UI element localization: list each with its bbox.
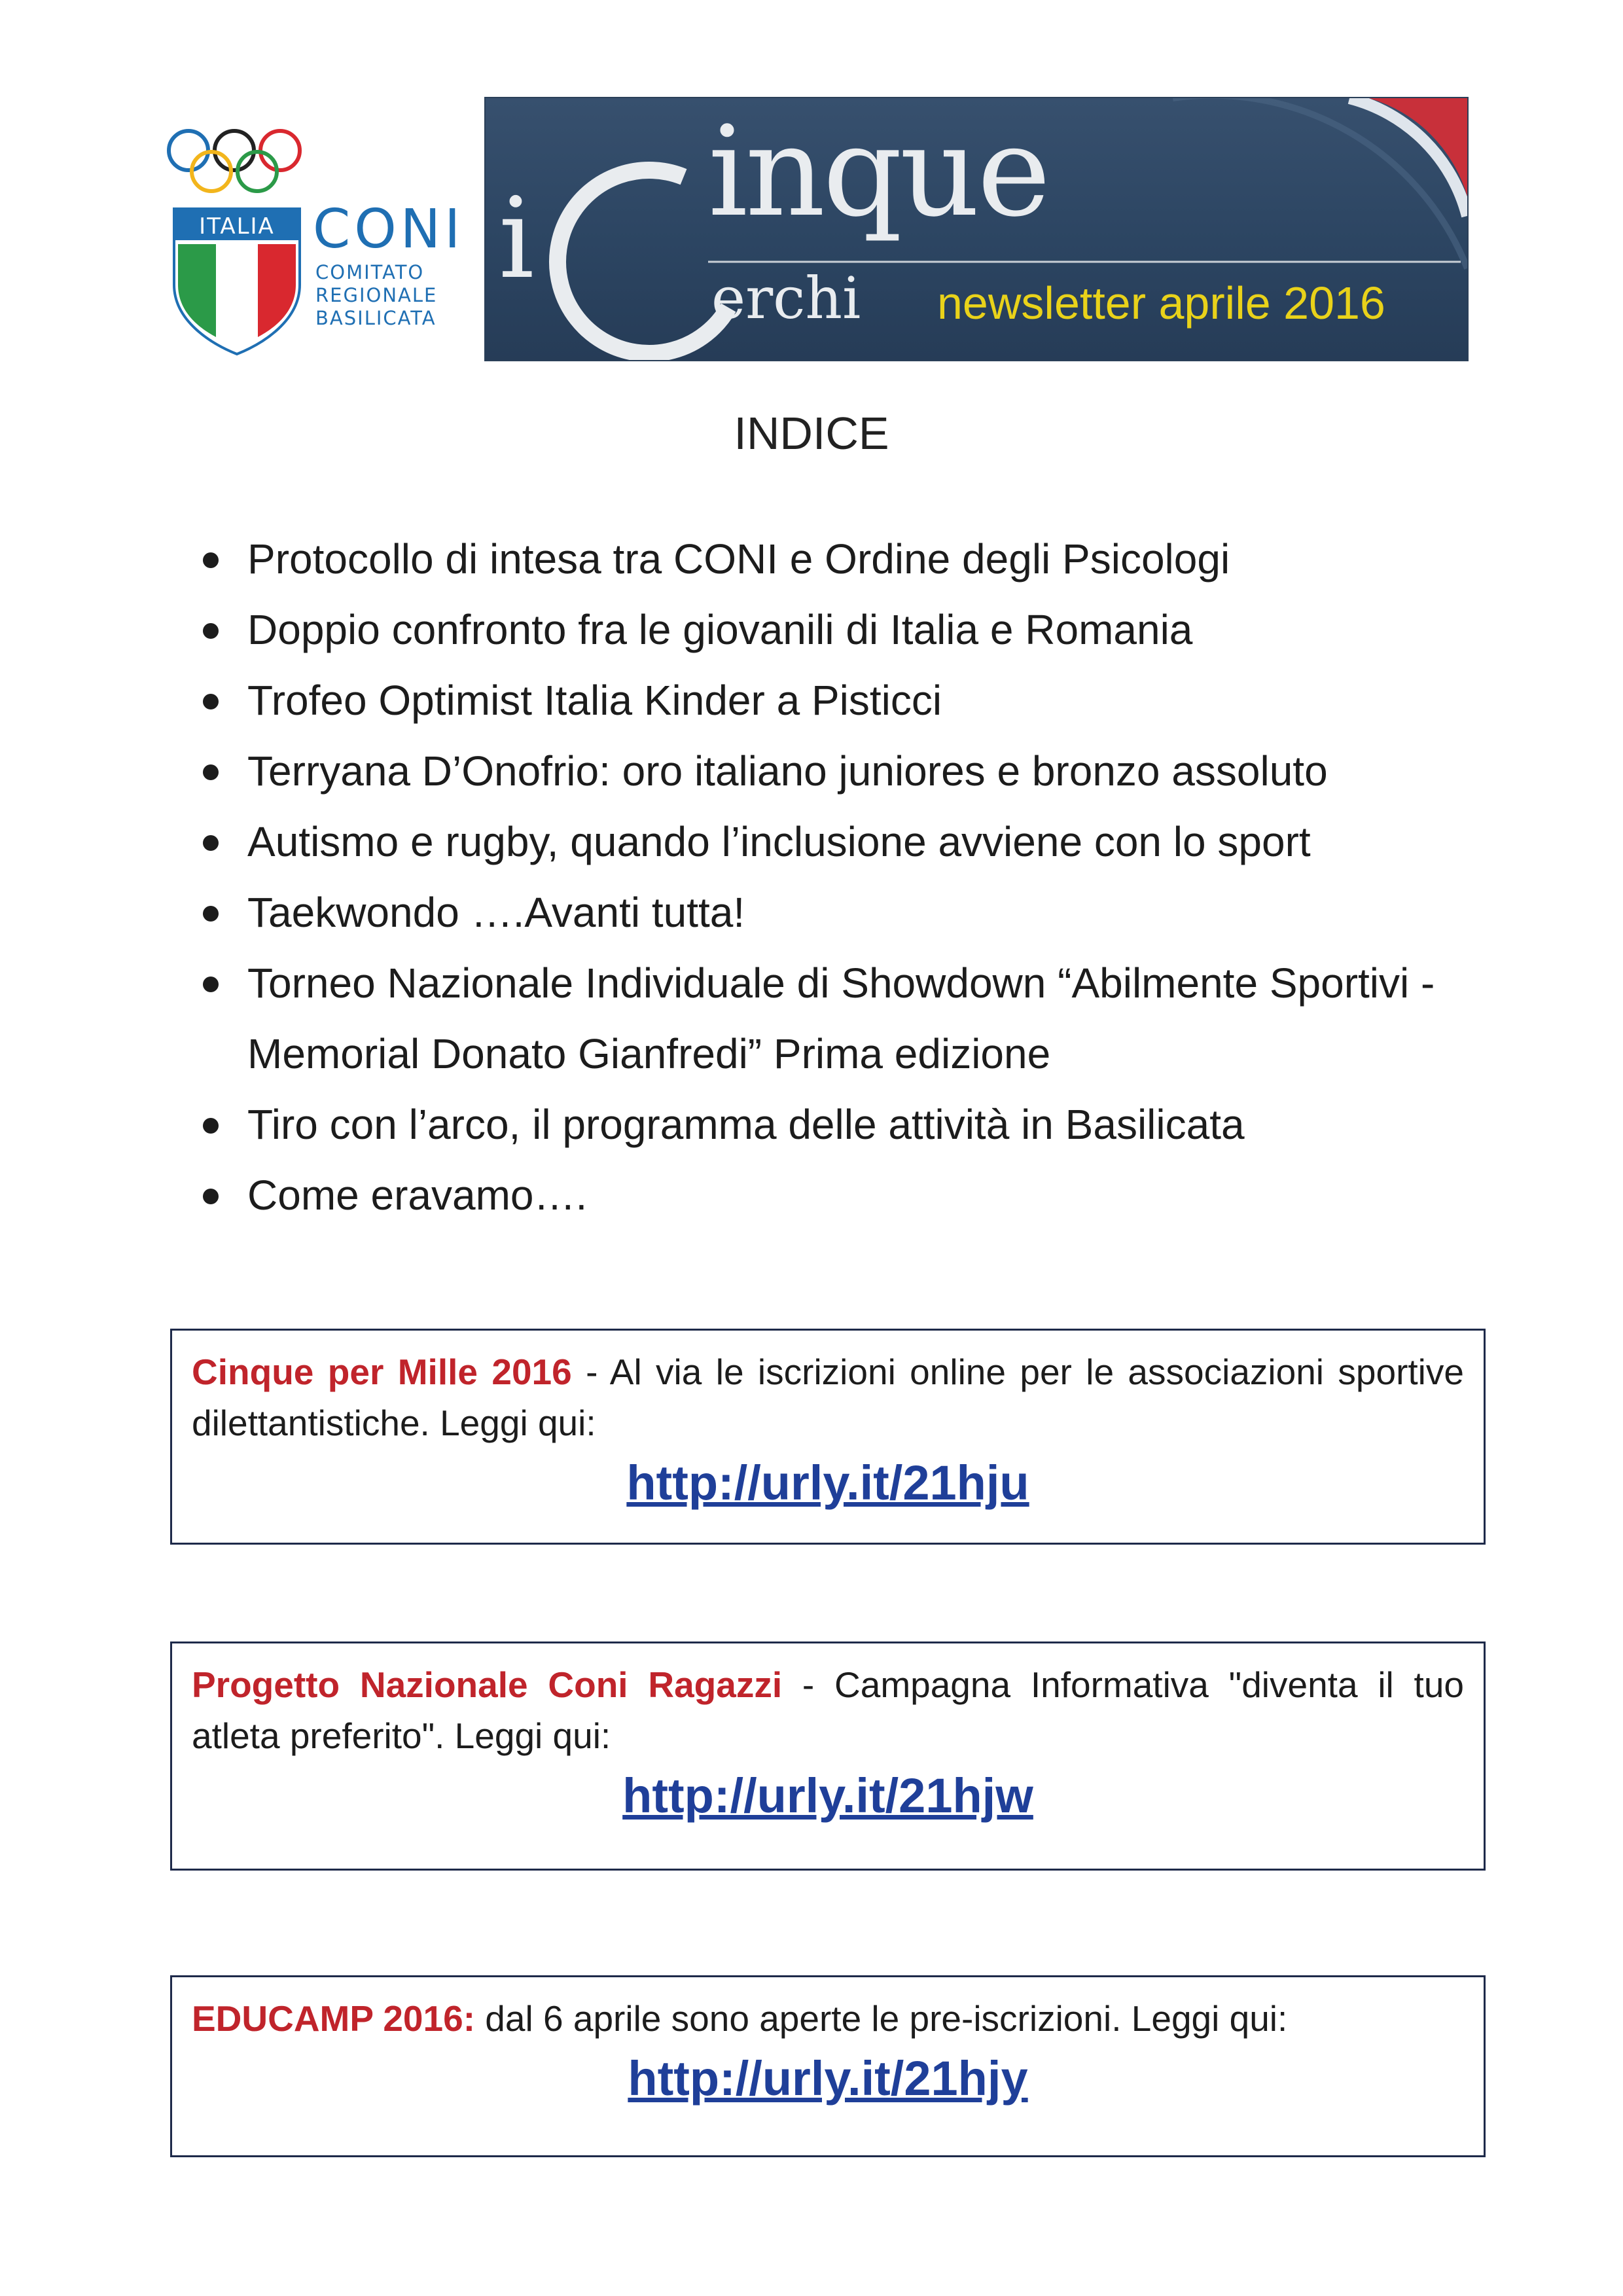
info-box-text — [192, 1993, 1464, 2044]
index-item-text: Come eravamo…. — [247, 1172, 588, 1219]
index-item — [196, 524, 1505, 594]
index-item-text: Doppio confronto fra le giovanili di Italia e Romania — [247, 606, 1193, 653]
bullet-icon — [203, 835, 219, 851]
index-title: INDICE — [734, 408, 889, 459]
italia-label: ITALIA — [199, 213, 275, 240]
index-item — [196, 1160, 1505, 1230]
banner-inque: inque — [708, 99, 1048, 244]
index-item-text: Tiro con l’arco, il programma delle attività in Basilicata — [247, 1101, 1245, 1148]
index-list — [196, 524, 1505, 1230]
coni-sub-line-1: COMITATO — [315, 261, 425, 283]
cinque-per-mille-link[interactable]: http://urly.it/21hju — [626, 1456, 1029, 1510]
index-item — [196, 736, 1505, 806]
index-item-text: Autismo e rugby, quando l’inclusione avviene con lo sport — [247, 818, 1311, 865]
index-item-text: Protocollo di intesa tra CONI e Ordine degli Psicologi — [247, 535, 1230, 583]
coni-ragazzi-link[interactable]: http://urly.it/21hjw — [622, 1768, 1033, 1823]
coni-logo — [164, 124, 478, 360]
info-box-title: Progetto Nazionale Coni Ragazzi — [192, 1664, 783, 1705]
index-item-text: Terryana D’Onofrio: oro italiano juniores e bronzo assoluto — [247, 747, 1328, 795]
info-box-cinque-per-mille — [170, 1329, 1486, 1545]
banner-erchi: erchi — [711, 264, 861, 332]
bullet-icon — [203, 623, 219, 639]
index-item — [196, 877, 1505, 948]
bullet-icon — [203, 906, 219, 922]
index-item-text: Torneo Nazionale Individuale di Showdown “Abilmente Sportivi - Memorial Donato Gianfredi” Prima edizione — [247, 960, 1435, 1077]
index-item — [196, 806, 1505, 877]
info-box-title: Cinque per Mille 2016 — [192, 1352, 572, 1392]
info-box-body: - Campagna Informativa "diventa il tuo atleta preferito". Leggi qui: — [192, 1664, 1464, 1756]
bullet-icon — [203, 764, 219, 780]
info-box-body: - Al via le iscrizioni online per le associazioni sportive dilettantistiche. Leggi qui: — [192, 1352, 1464, 1443]
index-item-text: Taekwondo ….Avanti tutta! — [247, 889, 745, 936]
coni-sub-line-3: BASILICATA — [315, 307, 437, 329]
info-box-coni-ragazzi — [170, 1641, 1486, 1871]
olympic-rings-icon — [164, 124, 308, 196]
italia-shield-icon — [171, 206, 302, 357]
banner-i: i — [499, 174, 535, 304]
index-item-text: Trofeo Optimist Italia Kinder a Pisticci — [247, 677, 942, 724]
banner-newsletter-date: newsletter aprile 2016 — [937, 278, 1385, 329]
bullet-icon — [203, 1118, 219, 1134]
info-box-title: EDUCAMP 2016: — [192, 1998, 476, 2039]
info-box-body: dal 6 aprile sono aperte le pre-iscrizioni. Leggi qui: — [475, 1998, 1288, 2039]
info-box-text — [192, 1659, 1464, 1761]
coni-sub-line-2: REGIONALE — [315, 284, 438, 306]
bullet-icon — [203, 552, 219, 568]
bullet-icon — [203, 977, 219, 992]
index-item — [196, 948, 1505, 1089]
newsletter-banner — [484, 97, 1469, 361]
coni-brand: CONI — [313, 198, 465, 260]
index-item — [196, 594, 1505, 665]
bullet-icon — [203, 1189, 219, 1204]
bullet-icon — [203, 694, 219, 709]
index-item — [196, 665, 1505, 736]
info-box-text — [192, 1346, 1464, 1448]
info-box-educamp — [170, 1975, 1486, 2157]
index-item — [196, 1089, 1505, 1160]
educamp-link[interactable]: http://urly.it/21hjy — [628, 2051, 1028, 2106]
